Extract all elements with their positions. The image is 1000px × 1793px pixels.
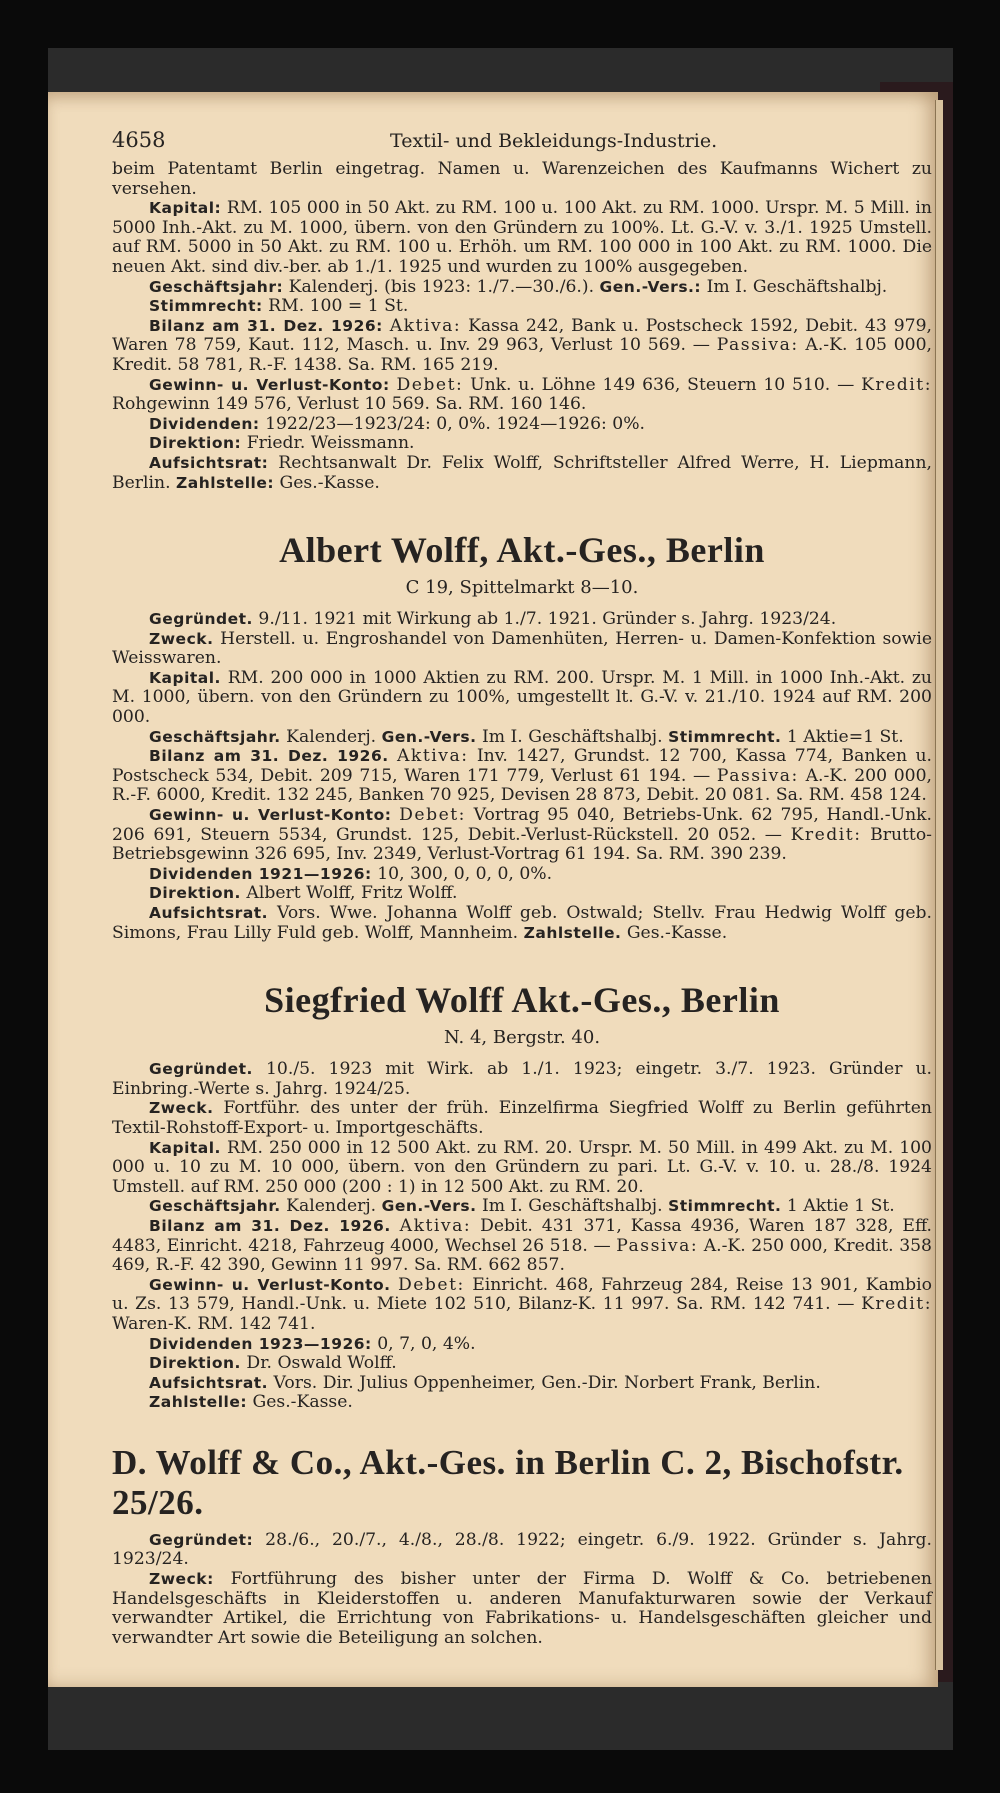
zweck-paragraph: Zweck: Fortführung des bisher unter der Firma D. Wolff & Co. betriebenen Handelsgeschäfts in Kleiderstoffen u. anderen Manufakturwaren sowie der Verkauf verwandter Artikel, die Errichtung von Fabrikations- u. Handelsgeschäften gleicher und verwandter Art sowie die Beteiligung an solchen. — [112, 1569, 932, 1648]
kapital-paragraph: Kapital. RM. 200 000 in 1000 Aktien zu RM. 200. Urspr. M. 1 Mill. in 1000 Inh.-Akt. zu M. 1000, übern. von den Gründern zu 100%, umgestellt lt. G.-V. v. 21./10. 1924 auf RM. 200 000. — [112, 667, 932, 728]
page-number: 4658 — [112, 128, 166, 152]
running-title: Textil- und Bekleidungs-Industrie. — [390, 130, 718, 152]
zahlstelle-paragraph: Zahlstelle: Ges.-Kasse. — [149, 1392, 353, 1413]
aufsichtsrat-paragraph: Aufsichtsrat. Vors. Dir. Julius Oppenheimer, Gen.-Dir. Norbert Frank, Berlin. — [149, 1372, 821, 1393]
zweck-paragraph: Zweck. Herstell. u. Engroshandel von Damenhüten, Herren- u. Damen-Konfektion sowie Weisswaren. — [112, 628, 933, 669]
guv-paragraph: Gewinn- u. Verlust-Konto: Debet: Vortrag 95 040, Betriebs-Unk. 62 795, Handl.-Unk. 206 691, Steuern 5534, Grundst. 125, Debit.-Verlust-Rückstell. 20 052. — Kredit: Brutto-Betriebsgewinn 326 695, Inv. 2349, Verlust-Vortrag 61 194. Sa. RM. 390 239. — [112, 805, 933, 865]
bilanz-paragraph: Bilanz am 31. Dez. 1926. Aktiva: Debit. 431 371, Kassa 4936, Waren 187 328, Eff. 4483, Einricht. 4218, Fahrzeug 4000, Wechsel 26 518. — Passiva: A.-K. 250 000, Kredit. 358 469, R.-F. 42 390, Gewinn 11 997. Sa. RM. 662 857. — [112, 1215, 933, 1276]
document-page — [112, 128, 932, 1648]
guv-paragraph: Gewinn- u. Verlust-Konto: Debet: Unk. u. Löhne 149 636, Steuern 10 510. — Kredit: Rohgewinn 149 576, Verlust 10 569. Sa. RM. 160 146. — [112, 374, 932, 415]
company-address: C 19, Spittelmarkt 8—10. — [405, 577, 639, 599]
dividenden-paragraph: Dividenden: 1922/23—1923/24: 0, 0%. 1924—1926: 0%. — [149, 413, 646, 434]
dividenden-paragraph: Dividenden 1923—1926: 0, 7, 0, 4%. — [149, 1333, 476, 1354]
company-entry — [112, 1531, 932, 1649]
bilanz-paragraph: Bilanz am 31. Dez. 1926: Aktiva: Kassa 242, Bank u. Postscheck 1592, Debit. 43 979, Waren 78 759, Kaut. 112, Masch. u. Inv. 29 963, Verlust 10 569. — Passiva: A.-K. 105 000, Kredit. 58 781, R.-F. 1438. Sa. RM. 165 219. — [112, 315, 932, 375]
page-edge — [935, 100, 943, 1670]
direktion-paragraph: Direktion: Friedr. Weissmann. — [149, 433, 415, 454]
direktion-paragraph: Direktion. Albert Wolff, Fritz Wolff. — [149, 883, 458, 904]
company-title: Siegfried Wolff Akt.-Ges., Berlin — [264, 980, 780, 1021]
stimmrecht-paragraph: Stimmrecht: RM. 100 = 1 St. — [149, 296, 409, 317]
entry-continued — [112, 160, 932, 493]
geschaeftsjahr-paragraph: Geschäftsjahr. Kalenderj. Gen.-Vers. Im I. Geschäftshalbj. Stimmrecht. 1 Aktie=1 St. — [149, 726, 904, 747]
dividenden-paragraph: Dividenden 1921—1926: 10, 300, 0, 0, 0, 0%. — [149, 863, 553, 884]
gegruendet-paragraph: Gegründet: 28./6., 20./7., 4./8., 28./8. 1922; eingetr. 6./9. 1922. Gründer s. Jahrg. 1923/24. — [112, 1529, 932, 1570]
company-entry — [112, 610, 932, 943]
entry-intro: beim Patentamt Berlin eingetrag. Namen u. Warenzeichen des Kaufmanns Wichert zu versehen. — [112, 159, 932, 199]
direktion-paragraph: Direktion. Dr. Oswald Wolff. — [149, 1353, 397, 1374]
bilanz-paragraph: Bilanz am 31. Dez. 1926. Aktiva: Inv. 1427, Grundst. 12 700, Kassa 774, Banken u. Postscheck 534, Debit. 209 715, Waren 171 779, Verlust 61 194. — Passiva: A.-K. 200 000, R.-F. 6000, Kredit. 132 245, Banken 70 925, Devisen 28 873, Debit. 20 081. Sa. RM. 458 124. — [112, 746, 933, 806]
company-title: D. Wolff & Co., Akt.-Ges. in Berlin C. 2, Bischofstr. 25/26. — [112, 1442, 904, 1522]
geschaeftsjahr-paragraph: Geschäftsjahr: Kalenderj. (bis 1923: 1./7.—30./6.). Gen.-Vers.: Im I. Geschäftshalbj. — [149, 276, 888, 297]
company-entry — [112, 1060, 932, 1413]
aufsichtsrat-paragraph: Aufsichtsrat. Vors. Wwe. Johanna Wolff geb. Ostwald; Stellv. Frau Hedwig Wolff geb. Simons, Frau Lilly Fuld geb. Wolff, Mannheim. Zahlstelle. Ges.-Kasse. — [112, 903, 932, 943]
kapital-paragraph: Kapital: RM. 105 000 in 50 Akt. zu RM. 100 u. 100 Akt. zu RM. 1000. Urspr. M. 5 Mill. in 5000 Inh.-Akt. zu M. 1000, übern. von den Gründern zu 100%. Lt. G.-V. v. 3./1. 1925 Umstell. auf RM. 5000 in 50 Akt. zu RM. 100 u. Erhöh. um RM. 100 000 in 100 Akt. zu RM. 1000. Die neuen Akt. sind div.-ber. ab 1./1. 1925 und wurden zu 100% ausgegeben. — [112, 198, 932, 277]
kapital-paragraph: Kapital. RM. 250 000 in 12 500 Akt. zu RM. 20. Urspr. M. 50 Mill. in 499 Akt. zu M. 100 000 u. 10 zu M. 10 000, übern. von den Gründern zu pari. Lt. G.-V. v. 10. u. 28./8. 1924 Umstell. auf RM. 250 000 (200 : 1) in 12 500 Akt. zu RM. 20. — [112, 1137, 932, 1197]
gegruendet-paragraph: Gegründet. 9./11. 1921 mit Wirkung ab 1./7. 1921. Gründer s. Jahrg. 1923/24. — [149, 609, 837, 630]
gegruendet-paragraph: Gegründet. 10./5. 1923 mit Wirk. ab 1./1. 1923; eingetr. 3./7. 1923. Gründer u. Einbring.-Werte s. Jahrg. 1924/25. — [112, 1059, 932, 1099]
zweck-paragraph: Zweck. Fortführ. des unter der früh. Einzelfirma Siegfried Wolff zu Berlin geführten Textil-Rohstoff-Export- u. Importgeschäfts. — [112, 1098, 932, 1138]
company-title: Albert Wolff, Akt.-Ges., Berlin — [279, 530, 765, 571]
page-header — [112, 128, 932, 160]
guv-paragraph: Gewinn- u. Verlust-Konto. Debet: Einricht. 468, Fahrzeug 284, Reise 13 901, Kambio u. Zs. 13 579, Handl.-Unk. u. Miete 102 510, Bilanz-K. 11 997. Sa. RM. 142 741. — Kredit: Waren-K. RM. 142 741. — [112, 1274, 932, 1334]
company-address: N. 4, Bergstr. 40. — [443, 1027, 601, 1049]
aufsichtsrat-paragraph: Aufsichtsrat: Rechtsanwalt Dr. Felix Wolff, Schriftsteller Alfred Werre, H. Liepmann, Berlin. Zahlstelle: Ges.-Kasse. — [112, 452, 932, 493]
geschaeftsjahr-paragraph: Geschäftsjahr. Kalenderj. Gen.-Vers. Im I. Geschäftshalbj. Stimmrecht. 1 Aktie 1 St. — [149, 1196, 895, 1217]
